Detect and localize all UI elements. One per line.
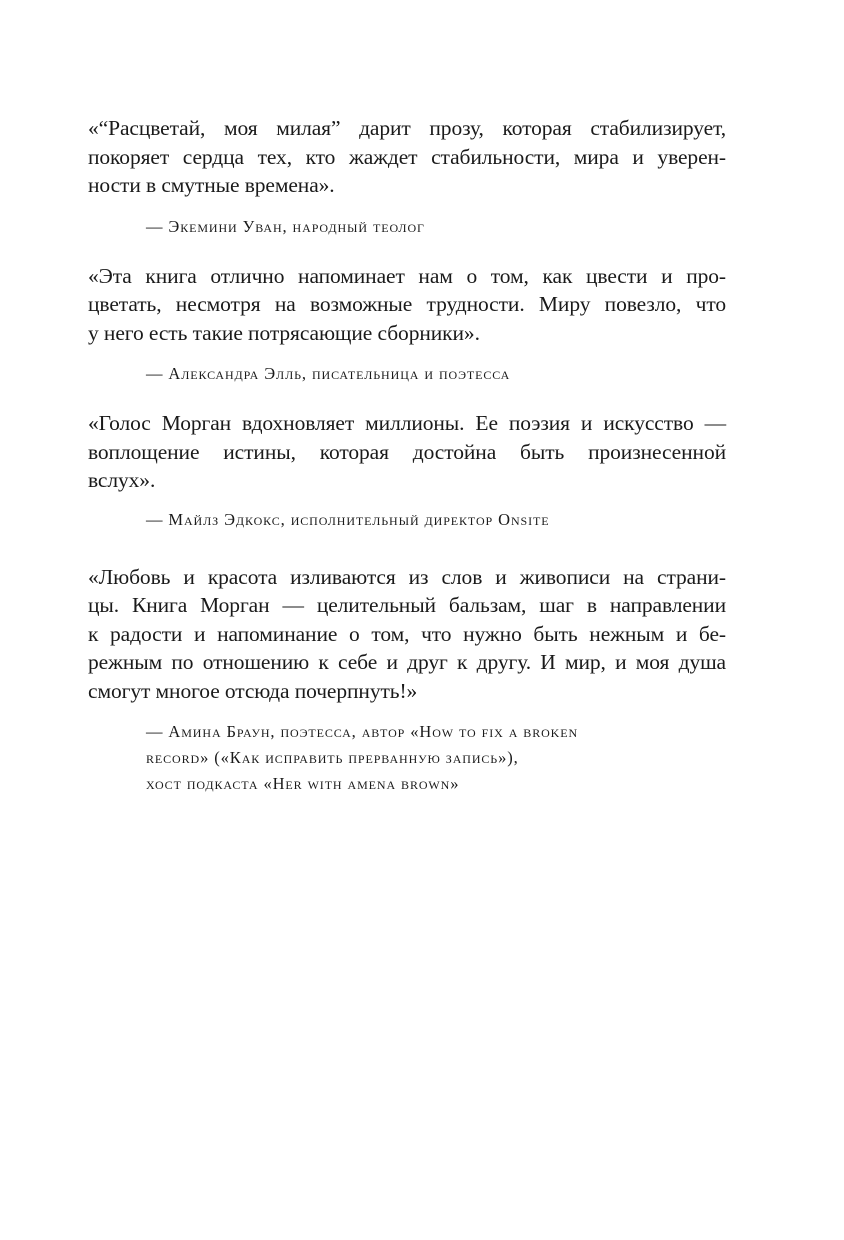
- review-quote: [88, 409, 726, 495]
- quote-line: вслух».: [88, 468, 156, 492]
- review-1: [88, 114, 726, 240]
- review-quote: [88, 563, 726, 706]
- quote-line: воплощение истины, которая достойна быть произнесенной: [88, 439, 726, 464]
- review-attribution: [88, 214, 726, 240]
- attribution-line: хост подкаста «Her with amena brown»: [146, 774, 460, 793]
- attribution-line: — Майлз Эдкокс, исполнительный директор Onsite: [146, 509, 550, 529]
- quote-line: цы. Книга Морган — целительный бальзам, шаг в направлении: [88, 593, 726, 617]
- review-quote: [88, 262, 726, 348]
- review-attribution: [88, 361, 726, 387]
- quote-line: «Голос Морган вдохновляет миллионы. Ее поэзия и искусство —: [88, 411, 726, 435]
- attribution-line: — Амина Браун, поэтесса, автор «How to fix a broken: [146, 722, 579, 741]
- attribution-line: — Экемини Уван, народный теолог: [146, 216, 425, 236]
- quote-line: «Любовь и красота изливаются из слов и живописи на страни-: [88, 564, 726, 589]
- reviews-page: [88, 114, 726, 797]
- quote-line: ности в смутные времена».: [88, 173, 335, 197]
- quote-line: у него есть такие потрясающие сборники».: [88, 320, 480, 345]
- review-attribution: [88, 719, 726, 797]
- quote-line: цветать, несмотря на возможные трудности. Миру повезло, что: [88, 292, 726, 316]
- quote-line: «Эта книга отлично напоминает нам о том, как цвести и про-: [88, 263, 726, 288]
- review-attribution: [88, 507, 726, 533]
- attribution-line: record» («Как исправить прерванную запись»),: [146, 748, 519, 767]
- quote-line: смогут многое отсюда почерпнуть!»: [88, 678, 418, 703]
- quote-line: режным по отношению к себе и друг к другу. И мир, и моя душа: [88, 650, 726, 674]
- quote-line: к радости и напоминание о том, что нужно быть нежным и бе-: [88, 621, 726, 646]
- review-quote: [88, 114, 726, 200]
- quote-line: покоряет сердца тех, кто жаждет стабильности, мира и уверен-: [88, 144, 726, 169]
- review-2: [88, 262, 726, 388]
- quote-line: «“Расцветай, моя милая” дарит прозу, которая стабилизирует,: [88, 116, 726, 140]
- attribution-line: — Александра Элль, писательница и поэтесса: [146, 364, 511, 383]
- review-4: [88, 563, 726, 798]
- review-3: [88, 409, 726, 533]
